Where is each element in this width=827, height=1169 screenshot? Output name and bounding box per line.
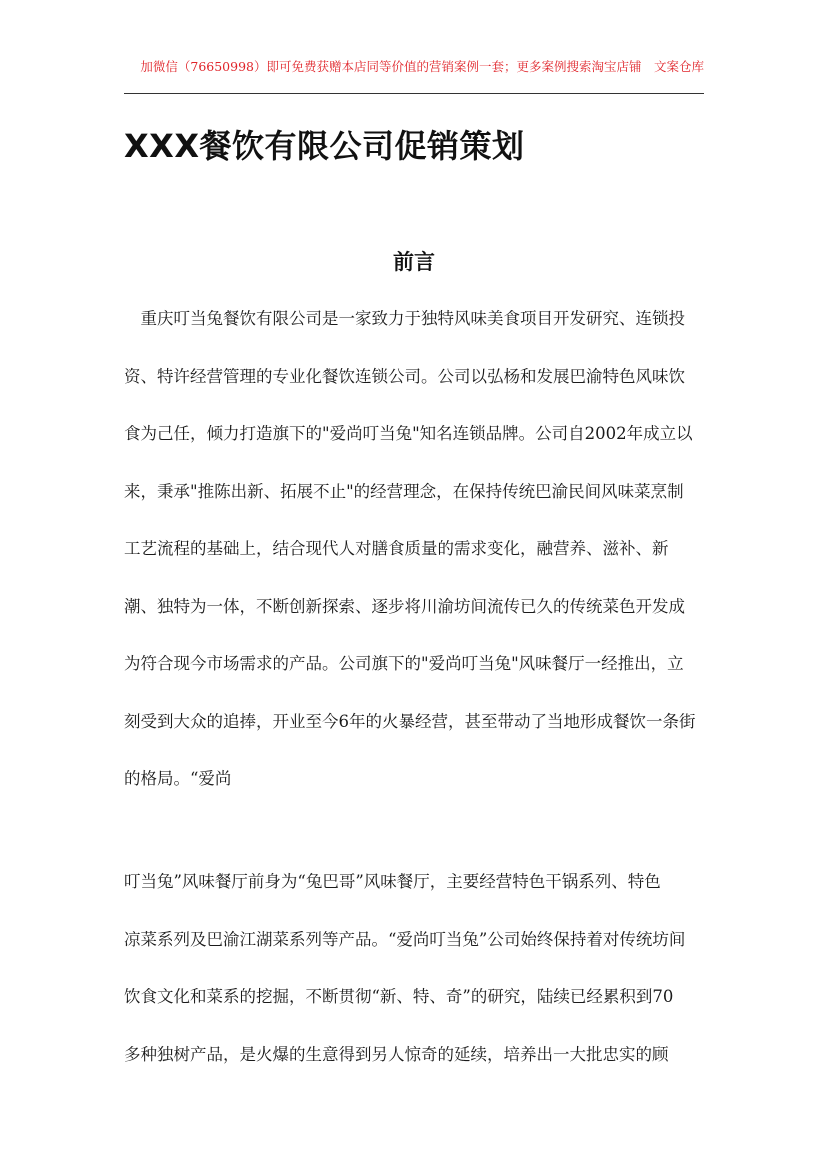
- paragraph-line: 多种独树产品，是火爆的生意得到另人惊奇的延续，培养出一大批忠实的顾: [124, 1044, 669, 1064]
- paragraph-line: 来，秉承"推陈出新、拓展不止"的经营理念，在保持传统巴渝民间风味菜烹制: [124, 481, 684, 501]
- paragraph-line: 资、特许经营管理的专业化餐饮连锁公司。公司以弘杨和发展巴渝特色风味饮: [124, 366, 685, 386]
- paragraph-line: 重庆叮当兔餐饮有限公司是一家致力于独特风味美食项目开发研究、连锁投: [124, 309, 685, 328]
- document-title: XXX餐饮有限公司促销策划: [124, 127, 525, 165]
- paragraph-line: 食为己任，倾力打造旗下的"爱尚叮当兔"知名连锁品牌。公司自2002年成立以: [124, 424, 693, 443]
- paragraph-continued: [124, 872, 704, 1102]
- paragraph-line: 刻受到大众的追捧，开业至今6年的火暴经营，甚至带动了当地形成餐饮一条街: [124, 711, 696, 731]
- paragraph-line: 为符合现今市场需求的产品。公司旗下的"爱尚叮当兔"风味餐厅一经推出，立: [124, 654, 684, 673]
- header-divider: [124, 93, 704, 94]
- paragraph-line: 饮食文化和菜系的挖掘，不断贯彻“新、特、奇”的研究，陆续已经累积到70: [124, 987, 674, 1006]
- paragraph-intro: [124, 309, 704, 827]
- header-promo-note: 加微信（76650998）即可免费获赠本店同等价值的营销案例一套；更多案例搜索淘宝店铺 文案仓库: [140, 59, 704, 74]
- paragraph-line: 的格局。“爱尚: [124, 769, 232, 788]
- paragraph-line: 工艺流程的基础上，结合现代人对膳食质量的需求变化，融营养、滋补、新: [124, 539, 669, 558]
- section-heading-preface: 前言: [393, 249, 435, 274]
- paragraph-line: 凉菜系列及巴渝江湖菜系列等产品。“爱尚叮当兔”公司始终保持着对传统坊间: [124, 929, 686, 949]
- paragraph-line: 潮、独特为一体，不断创新探索、逐步将川渝坊间流传已久的传统菜色开发成: [124, 596, 685, 616]
- paragraph-line: 叮当兔”风味餐厅前身为“兔巴哥”风味餐厅，主要经营特色干锅系列、特色: [124, 872, 661, 891]
